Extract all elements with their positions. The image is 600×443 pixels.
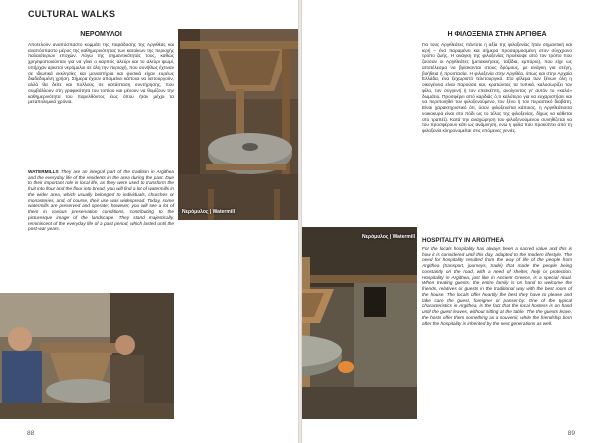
watermills-english-paragraph xyxy=(28,169,174,232)
watermills-english-text: They are an integral part of the tradition in Argithea and the everyday life of the residents in the area during the past. Due to their important role in local life, as they were used to transform the fruit into flour and the flour into bread, you will find a lot of watermills in the wider area, which usually belonged to individuals, churches or monasteries, and, of course, their use was widespread. Today, some watermills are preserved and operate; however, you will see a lot of them in various preservation conditions, contributing to the picturesque image of the landscape. They stand majestically, reminiscent of the everyday life of a past period, which lasted until the post-war years. xyxy=(28,169,174,232)
section-header: CULTURAL WALKS xyxy=(28,9,116,19)
watermill-photo-middle-image xyxy=(302,227,417,419)
right-page xyxy=(302,0,600,443)
hospitality-english-text: For the locals hospitality has always been a sacred value and this is how it is considered until this day, adapted to the modern lifestyle. The need for hospitality resulted from the way of life of the people from Argithea (transport, journeys, trade) that made the people being constantly on the road, with a need of shelter, help or protection. Hospitality in Argithea, just like in Ancient Greece, is a special ritual. When treating guests, the entire family is on hand to welcome the friends, relatives or guests in the traditional way with the best room of the house. The locals offer heartily the best they have to please and take care the guest, foreigner or passer-by. One of the typical characteristics in Argithea, is the fact that the local hostess is on hand until the guest leaves, without sitting at the table. The the guests leave, the hosts offer them something as a souvenir, while the friendship born after the hospitality is inherited by the next generations as well. xyxy=(422,246,572,326)
page-number-left: 88 xyxy=(27,430,35,437)
hospitality-greek-text: Για τους Αργιθεάτες πάντοτε η αξία της φιλοξενίας ήταν σημαντική και ιερή – ένα παραμένει και σήμερα προσαρμοσμένη στον σύγχρονο τρόπο ζωής. Η ανάγκη της φιλοξενίας προέκυψε από τον τρόπο που ζούσαν οι Αργιθεάτες (μετακινήσεις, ταξίδια, εμπόριο), που είχε ως αποτέλεσμα να βρίσκονται στους δρόμους, με ανάγκη για στέγη, βοήθεια ή προστασία. Η φιλοξενία στην Αργιθέα, όπως και στην Αρχαία Ελλάδα, ένα ξεχωριστό τελετουργικό. Στο φίλεμα των ξένων όλη η οικογένεια είναι παρούσα και, κρατώντας τα τυπικά, καλοσωρίζει τον φίλο, τον συγγενή ή τον επισκέπτη, ανοίγοντας γι' αυτόν το «καλό» δωμάτιο. Προσφέρει από καρδιάς ό,τι καλύτερο για να ευχαριστήσει και να περιποιηθεί τον φιλοξενούμενο, τον ξένο ή τον περαστικό διαβάτη. Είναι χαρακτηριστικό ότι, όσον φιλοξενείται κάποιος, η Αργιθεάτισσα νοικοκυρά είναι στο πόδι ως το τέλος της φιλοξενίας, δίχως να κάθεται στο τραπέζι. Κατά την αναχώρηση του φιλοξενούμενου συνηθίζεται να του προσφέρουν κάτι ως ανάμνηση, ενώ η φιλία που προκύπτει από τη φιλοξενία κληρονομείται στις επόμενες γενιές. xyxy=(422,42,572,134)
watermills-title: ΝΕΡΟΜΥΛΟΙ xyxy=(80,31,122,38)
watermills-greek-text: Αποτελούν αναπόσπαστο κομμάτι της παράδοσης της Αργιθέας και αναπόσπαστο μέρος της καθημερινότητας των κατοίκων της περιοχής παλαιότερων εποχών. Λόγω της σημαντικότητάς τους, καθώς χρησιμοποιούνταν για να γίνει ο καρπός αλεύρι και το αλεύρι ψωμί, υπήρχαν αρκετοί νερόμυλοι σε όλη την περιοχή, που συνήθως έχτιναν σε ιδιωτικά εκκλησίες και μοναστήρια και φυσικά είχαν ευρέως διαδεδομένη χρήση. Σήμερα έχουν απομείνει κάποιοι να λειτουργούν, αλλά θα δείτε και πολλούς σε κατάσταση συντήρησης, που συμβάλλουν στη γραφικότητα του τοπίου και μένουν να θυμίζουν την καθημερινότητα του παρελθόντος έως όπου ήταν μέχρι τα μεταπολεμικά χρόνια. xyxy=(28,42,174,105)
people-photo xyxy=(0,293,174,419)
page-number-right: 89 xyxy=(567,430,575,437)
left-page xyxy=(0,0,298,443)
watermill-caption-top: Νερόμυλος | Watermill xyxy=(182,209,235,215)
watermill-photo-middle xyxy=(302,227,417,419)
people-photo-image xyxy=(0,293,174,419)
hospitality-title: Η ΦΙΛΟΞΕΝΙΑ ΣΤΗΝ ΑΡΓΙΘΕΑ xyxy=(447,31,547,38)
watermill-photo-top-image xyxy=(178,29,298,220)
watermill-caption-middle: Νερόμυλος | Watermill xyxy=(362,234,415,240)
watermill-photo-top xyxy=(178,29,298,220)
watermills-english-lead: WATERMILLS xyxy=(28,169,59,174)
hospitality-english-lead: HOSPITALITY IN ARGITHEA xyxy=(422,237,505,244)
